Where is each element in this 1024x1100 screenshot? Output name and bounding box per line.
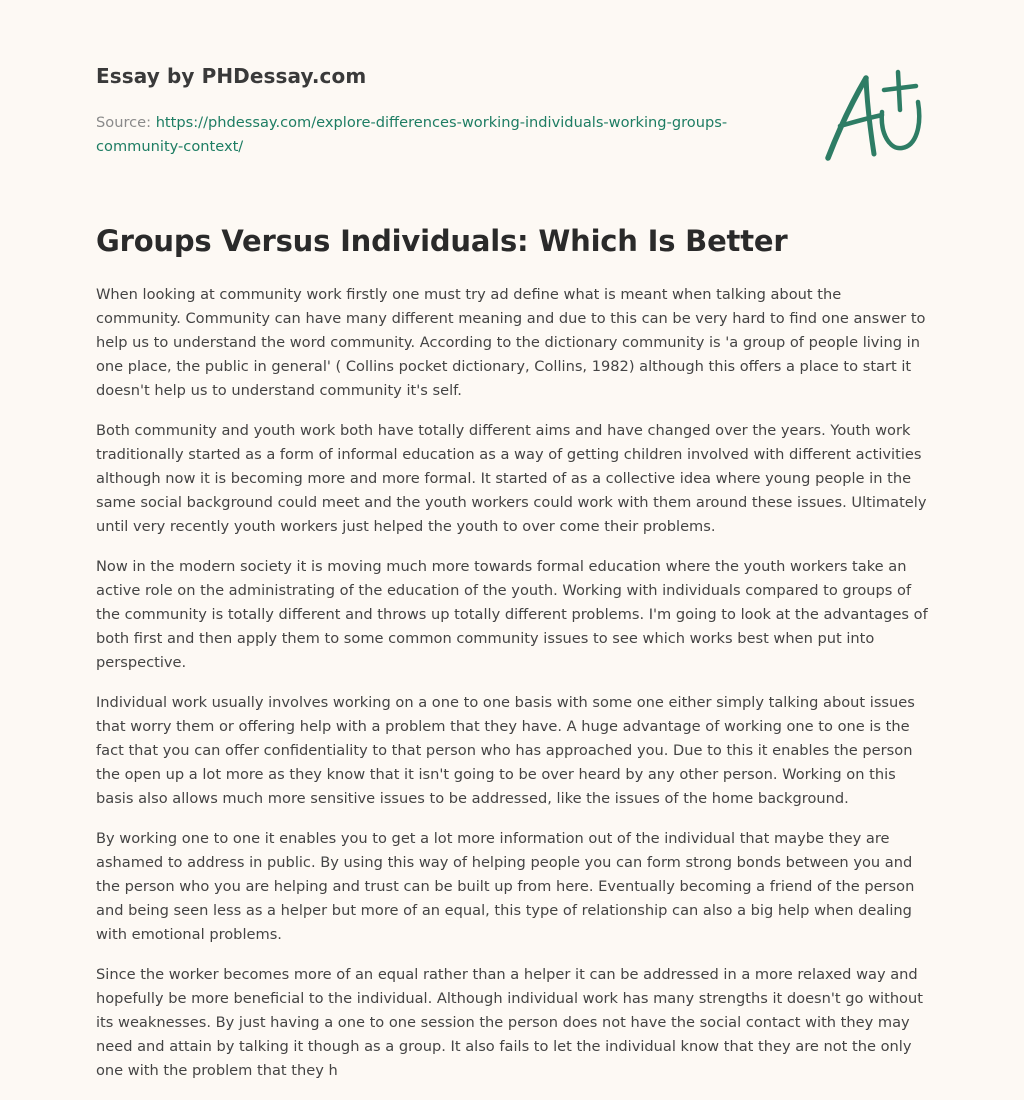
essay-paragraph: Since the worker becomes more of an equal rather than a helper it can be addressed in a more relaxed way and hopefully be more beneficial to the individual. Although individual work has many strengths it doesn't go without its weaknesses. By just having a one to one session the person does not have the social contact with they may need and attain by talking it though as a group. It also fails to let the individual know that they are not the only one with the problem that they h xyxy=(96,966,923,1079)
essay-body xyxy=(96,283,930,1099)
source-line xyxy=(96,111,776,159)
essay-paragraph: When looking at community work firstly one must try ad define what is meant when talking about the community. Community can have many different meaning and due to this can be very hard to find one answer to help us to understand the word community. According to the dictionary community is 'a group of people living in one place, the public in general' ( Collins pocket dictionary, Collins, 1982) although this offers a place to start it doesn't help us to understand community it's self. xyxy=(96,286,926,399)
essay-paragraph: Individual work usually involves working on a one to one basis with some one either simply talking about issues that worry them or offering help with a problem that they have. A huge advantage of working one to one is the fact that you can offer confidentiality to that person who has approached you. Due to this it enables the person the open up a lot more as they know that it isn't going to be over heard by any other person. Working on this basis also allows much more sensitive issues to be addressed, like the issues of the home background. xyxy=(96,694,915,807)
essay-paragraph: Now in the modern society it is moving much more towards formal education where the youth workers take an active role on the administrating of the education of the youth. Working with individuals compared to groups of the community is totally different and throws up totally different problems. I'm going to look at the advantages of both first and then apply them to some common community issues to see which works best when put into perspective. xyxy=(96,558,928,671)
a-plus-logo-icon xyxy=(820,66,926,166)
essay-paragraph: By working one to one it enables you to get a lot more information out of the individual that maybe they are ashamed to address in public. By using this way of helping people you can form strong bonds between you and the person who you are helping and trust can be built up from here. Eventually becoming a friend of the person and being seen less as a helper but more of an equal, this type of relationship can also a big help when dealing with emotional problems. xyxy=(96,830,915,943)
site-brand: Essay by PHDessay.com xyxy=(96,64,367,88)
source-label: Source: xyxy=(96,114,156,131)
essay-title: Groups Versus Individuals: Which Is Better xyxy=(96,224,788,258)
essay-paragraph: Both community and youth work both have totally different aims and have changed over the years. Youth work traditionally started as a form of informal education as a way of getting children involved with different activities although now it is becoming more and more formal. It started of as a collective idea where young people in the same social background could meet and the youth workers could work with them around these issues. Ultimately until very recently youth workers just helped the youth to over come their problems. xyxy=(96,422,927,535)
source-link[interactable]: https://phdessay.com/explore-differences-working-individuals-working-groups-community-context/ xyxy=(96,114,728,155)
